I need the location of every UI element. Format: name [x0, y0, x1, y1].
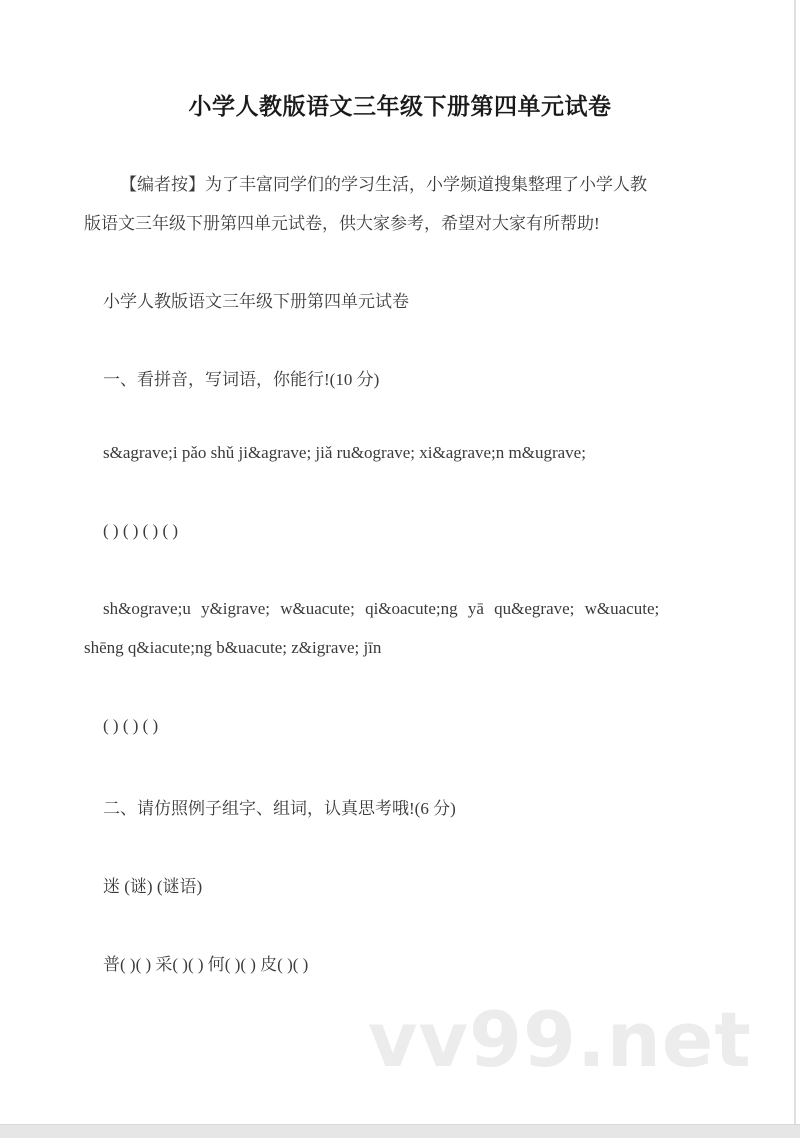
document-title: 小学人教版语文三年级下册第四单元试卷 [188, 94, 612, 120]
section-2-example: 迷 (谜) (谜语) [103, 877, 203, 896]
editor-note-line-2: 版语文三年级下册第四单元试卷，供大家参考，希望对大家有所帮助! [84, 214, 600, 233]
editor-note-line-1: 【编者按】为了丰富同学们的学习生活，小学频道搜集整理了小学人教 [120, 175, 647, 194]
page-bottom-edge [0, 1124, 800, 1138]
pinyin-row-1: s&agrave;i pǎo shǔ ji&agrave; jiǎ ru&ograve; xi&agrave;n m&ugrave; [103, 443, 586, 462]
blanks-row-2: ( ) ( ) ( ) [103, 716, 159, 735]
pinyin-row-2-line-1: sh&ograve;u y&igrave; w&uacute; qi&oacute;ng yā qu&egrave; w&uacute; [103, 599, 660, 618]
blanks-row-1: ( ) ( ) ( ) ( ) [103, 521, 179, 540]
section-1-heading: 一、看拼音，写词语，你能行!(10 分) [103, 370, 380, 389]
subtitle: 小学人教版语文三年级下册第四单元试卷 [103, 292, 409, 311]
section-2-heading: 二、请仿照例子组字、组词，认真思考哦!(6 分) [103, 799, 456, 818]
section-2-exercise: 普( )( ) 采( )( ) 何( )( ) 皮( )( ) [103, 955, 309, 974]
pinyin-row-2-line-2: shēng q&iacute;ng b&uacute; z&igrave; jīn [84, 638, 382, 657]
watermark: vv99.net [368, 995, 752, 1084]
